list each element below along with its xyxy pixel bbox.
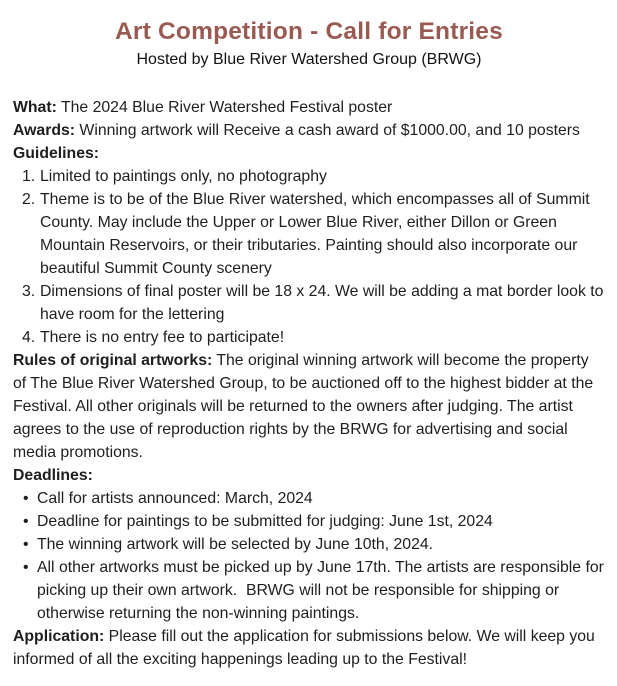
list-item: [22, 280, 608, 326]
awards-text: Winning artwork will Receive a cash award of $1000.00, and 10 posters: [75, 122, 580, 139]
page-title: Art Competition - Call for Entries: [115, 18, 503, 45]
list-item-text: Deadline for paintings to be submitted for judging: June 1st, 2024: [37, 513, 493, 530]
document-body: [13, 96, 609, 671]
list-item: [23, 556, 609, 625]
bullet-icon: •: [23, 513, 29, 530]
list-item-text: The winning artwork will be selected by June 10th, 2024.: [37, 536, 434, 553]
deadlines-list: [23, 487, 609, 625]
application-label: Application:: [13, 628, 105, 645]
list-item-text: Limited to paintings only, no photography: [40, 168, 327, 185]
list-item-text: Theme is to be of the Blue River watershed, which encompasses all of Summit County. May include the Upper or Lower Blue River, either Dillon or Green Mountain Reservoirs, or their tributaries. Painting should also incorporate our beautiful Summit County scenery: [40, 191, 595, 277]
guidelines-list: [22, 165, 608, 349]
list-item: [23, 533, 605, 556]
bullet-icon: •: [23, 559, 29, 576]
what-label: What:: [13, 99, 57, 116]
application-text: Please fill out the application for submissions below. We will keep you informed of all the exciting happenings leading up to the Festival!: [13, 628, 600, 668]
list-item: [22, 326, 605, 349]
what-paragraph: [13, 96, 605, 119]
list-item-text: Dimensions of final poster will be 18 x 24. We will be adding a mat border look to have room for the lettering: [40, 283, 608, 323]
list-item-number: 1.: [22, 168, 36, 185]
list-item-text: There is no entry fee to participate!: [40, 329, 285, 346]
bullet-icon: •: [23, 490, 29, 507]
list-item-number: 2.: [22, 191, 36, 208]
rules-label: Rules of original artworks:: [13, 352, 213, 369]
awards-paragraph: [13, 119, 605, 142]
application-paragraph: [13, 625, 605, 671]
what-text: The 2024 Blue River Watershed Festival poster: [56, 99, 393, 116]
rules-paragraph: [13, 349, 605, 464]
deadlines-heading: Deadlines:: [13, 467, 93, 484]
list-item-number: 3.: [22, 283, 36, 300]
list-item-text: Call for artists announced: March, 2024: [37, 490, 313, 507]
bullet-icon: •: [23, 536, 29, 553]
list-item: [23, 487, 605, 510]
list-item: [23, 510, 605, 533]
list-item: [22, 165, 605, 188]
list-item-text: All other artworks must be picked up by June 17th. The artists are responsible for picking up their own artwork. BRWG will not be responsible for shipping or otherwise returning the non-winning paintings.: [37, 559, 609, 622]
guidelines-heading: Guidelines:: [13, 145, 100, 162]
list-item-number: 4.: [22, 329, 36, 346]
page-subtitle: Hosted by Blue River Watershed Group (BRWG): [136, 51, 482, 68]
list-item: [22, 188, 605, 280]
awards-label: Awards:: [13, 122, 76, 139]
rules-text: The original winning artwork will become the property of The Blue River Watershed Group, to be auctioned off to the highest bidder at the Festival. All other originals will be returned to the owners after judging. The artist agrees to the use of reproduction rights by the BRWG for advertising and social media promotions.: [13, 352, 598, 461]
